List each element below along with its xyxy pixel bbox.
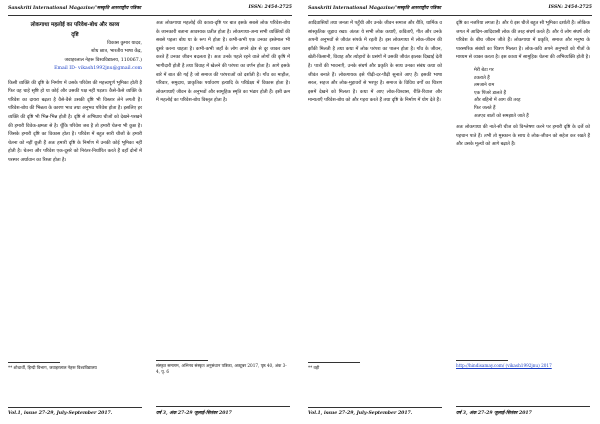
body-text: किसी व्यक्ति की दृष्टि के निर्माण में उसके परिवेश की महत्त्वपूर्ण भूमिका होती है फिर वह चाहे सृष्टि हो या कोई और उसकी पक्ष नहीं पड़ता। कैसे-कैसे व्यक्ति के परिवेश का दायरा बढ़ता है वैसे-वैसे उसकी दृष्टि भी विस्तार लेने लगती है। परिवेश-बोध की भिन्नता के कारण भाव तथा अनुभव परिवेश होता है। इसलिए हर व्यक्ति की दृष्टि भी भिन्न-भिन्न होती है। दृष्टि से अभिप्राय चीजों को देखने-परखने की हमारी विवेक-क्षमता से है। चूँकि परिवेश जब है तो हमारी चेतना भी कुछ है। जिसके हमारी दृष्टि का विकास होता है। परिवेश में बहुत सारी चीजों के हमारी चेतना को नहीं छूती हैं अतः हमारी दृष्टि के निर्माण में उनकी कोई भूमिका नहीं होती है। चेतना और परिवेश एक-दूसरे को निरंतर-निर्धारित करते हैं वहाँ दोनों में परस्पर अर्थावान का रिश्ता होता है। [8, 80, 142, 163]
footnote: संस्कृत समागम, अभिनव संस्कृत अनुसंधान पत्रिका, अक्टूबर 2017, पृष्ठ 40, अंक 3-4, पृ. 6 [156, 363, 287, 374]
article-title-cont: दृष्टि [71, 32, 79, 38]
body-text: दृष्टि का नजरिया लगता है। और ये इस चीजें बहुत सी भूमिका दर्शाती हैं। लोकिक जगत में आदिम-आदिवासी लोक की तरह संघर्ष करते हैं। और ये लोग संघर्ष और परिवेश के बीच जीवन जीते हैं। लोकगाथा में प्रकृति, समाज और मनुष्य के पारस्परिक संबंधों का चित्रण मिलता है। लोक-कवि अपने अनुभवों को गीतों के माध्यम से व्यक्त करता है। इस काव्य में सामूहिक चेतना की अभिव्यक्ति होती है। [456, 21, 590, 61]
author-email[interactable]: Email ID- vikash1992jnu@gmail.com [54, 66, 142, 72]
footnote-rule [8, 362, 60, 363]
article-title: लोकगाथा महलोई का परिवेश-बोध और काव्य [30, 22, 120, 28]
page-footer [456, 406, 590, 416]
issue-label: Vol.1, issue 27-29, July-September 2017. [8, 411, 113, 416]
page-header [8, 3, 292, 16]
poem-line: मेरी बेटा गर [474, 67, 494, 73]
body-text: अतः लोकगाथा महलोई की काव्य-दृष्टि पर बात इसके सबसे लोक परिवेश-बोध के जानकारी बताना आवश्यक प्रतीत होता है। लोकगाथा-अन्य सभी व्यक्तियों की सबसे पहला बोध या के रूप में होता है। कभी-कभी एक उनका इस्तेमाल भी दूसरे करना चाहता है। कभी-कभी जहाँ के लोग अपने क्षेत्र से दूर जाकर काम करते हैं उनका जीवन बदलता है। अतः उनके पहले रहने वाले लोगों की कृषि में भागीदारी होती है तथा विवाह में खेलने की परंपरा का वर्णन होता है। आगे इसके बारे में बात की गई है जो समाज की परंपराओं को दर्शाती है। गाँव का माहौल, परिवार, समुदाय, प्राकृतिक पर्यावरण इत्यादि के परिप्रेक्ष्य में विकास होता है। लोकगाथाएँ जीवन के अनुभवों और सामूहिक स्मृति का भंडार होती हैं। इसी क्रम में महलोई का परिवेश-बोध विस्तृत होता है। [156, 21, 290, 104]
footnote-rule [156, 360, 208, 361]
page-header [308, 3, 592, 16]
poem-line: फिर जलते हैं [474, 105, 496, 111]
poem-line: तमजाने राम [474, 83, 495, 89]
poem-line: और बहिनो में आग की तरह [474, 98, 521, 104]
issn: ISSN: 2454-2725 [548, 5, 592, 10]
journal-title: Sanskriti International Magazine/'सस्कृति अतरराष्ट्रीय पत्रिका [308, 6, 441, 11]
author-name: विकास कुमार यादव, [107, 41, 142, 46]
issue-label: Vol.1, issue 27-29, July-September 2017. [308, 411, 413, 416]
page-footer [308, 407, 442, 416]
footnote-rule [308, 362, 360, 363]
page-footer [8, 407, 142, 416]
footnote-link[interactable]: http://hindisamay.com/ (vikash1992jnu) 2017 [456, 363, 552, 368]
right-column-1 [308, 20, 442, 106]
author-institution: जवाहरलाल नेहरू विश्वविद्यालय, 110067.) [64, 57, 142, 63]
page-footer [156, 406, 290, 416]
poem-line: टकराते हैं [474, 75, 490, 81]
journal-title: Sanskriti International Magazine/'सस्कृति अतरराष्ट्रीय पत्रिका [8, 6, 141, 11]
left-column-2 [156, 20, 290, 106]
footnote-rule [456, 360, 508, 361]
left-column-1 [8, 20, 142, 166]
poem-line: अतएव बातों को समझाते जाते हैं [474, 113, 529, 119]
page-right [300, 0, 600, 424]
footnote: ** शोधार्थी, हिन्दी विभाग, जवाहरलाल नेहरू विश्वविद्यालय [8, 365, 97, 370]
author-role: शोध छात्र, भारतीय भाषा केंद्र, [91, 49, 142, 55]
body-text: आदिवासियों तथा जनता में पहुँची और उनके जीवन समाज और रीति, धार्मिक व सांस्कृतिक जुड़ाव रखा। अंततः ये सभी लोक कथाएँ, कविताएँ, गीत और उनके अपनी अनुभवों से जीवंत संपर्क में रहती है। इस लोकगाथा में लोक-जीवन की झाँकी मिलती है तथा कथा में लोक परंपरा का पालन होता है। गाँव के जीवन, खेती-किसानी, विवाह और त्योहारों के प्रसंगों में उसकी जीवंत झलक दिखाई देती है। पात्रों की भावनाएँ, उनके संघर्ष और प्रकृति के साथ उनका संबंध कथा को जीवंत बनाते हैं। लोकगायक इसे पीढ़ी-दर-पीढ़ी सुनाते आए हैं। इसकी भाषा सरल, सहज और लोक-मुहावरों से भरपूर है। समाज के विविध वर्गों का चित्रण इसमें देखने को मिलता है। कथा में आए लोक-विश्वास, रीति-रिवाज और मान्यताएँ परिवेश-बोध को और गहरा करते हैं तथा दृष्टि के निर्माण में योग देते हैं। [308, 21, 442, 104]
issue-label-hindi: वर्ष 3, अंक 27-29 जुलाई-सितंबर 2017 [156, 411, 232, 416]
issn: ISSN: 2454-2725 [248, 5, 292, 10]
issue-label-hindi: वर्ष 3, अंक 27-29 जुलाई-सितंबर 2017 [456, 411, 532, 416]
right-column-2 [456, 20, 590, 150]
poem-line: एक पिंजरे डालते हैं [474, 90, 506, 96]
poem-block [474, 67, 590, 120]
footnote: ** वही [308, 365, 320, 370]
body-text: अतः लोकगाथा की नाते-सी चीज को विश्लेषण करने पर हमारी दृष्टि के दर्जे को पहचान पाते हैं। तभी तो मुस्कान के साथ वे लोक-जीवन को सहेज कर रखते हैं और उसके मूल्यों को आगे बढ़ाते हैं। [456, 125, 590, 148]
